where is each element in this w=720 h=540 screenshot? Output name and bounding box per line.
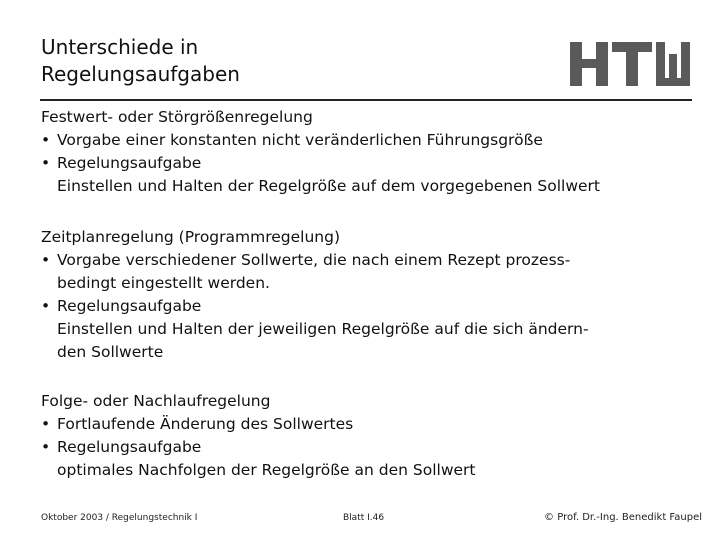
- htw-logo: [570, 42, 692, 86]
- bullet-icon: •: [41, 438, 51, 456]
- bullet-icon: •: [41, 154, 51, 172]
- section-heading: Folge- oder Nachlaufregelung: [41, 392, 271, 410]
- bullet-icon: •: [41, 131, 51, 149]
- list-item: [41, 295, 589, 318]
- item-text: Vorgabe verschiedener Sollwerte, die nach einem Rezept prozess-: [57, 251, 571, 269]
- footer-page-number: Blatt I.46: [343, 513, 385, 523]
- item-continuation: optimales Nachfolgen der Regelgröße an den Sollwert: [57, 461, 476, 479]
- footer-copyright: © Prof. Dr.-Ing. Benedikt Faupel: [544, 512, 702, 523]
- list-item: [41, 249, 589, 272]
- list-item: [41, 129, 600, 152]
- title-line-2: Regelungsaufgaben: [41, 62, 240, 86]
- section-festwertregelung: [41, 106, 600, 198]
- section-zeitplanregelung: [41, 226, 589, 364]
- item-continuation: Einstellen und Halten der jeweiligen Regelgröße auf die sich ändern-: [57, 320, 589, 338]
- slide-title: [41, 34, 240, 88]
- section-heading: Zeitplanregelung (Programmregelung): [41, 228, 340, 246]
- list-item: [41, 413, 475, 436]
- title-divider: [40, 99, 692, 101]
- item-text: Regelungsaufgabe: [57, 438, 202, 456]
- item-text: Vorgabe einer konstanten nicht veränderlichen Führungsgröße: [57, 131, 543, 149]
- list-item: [41, 152, 600, 175]
- item-text: Regelungsaufgabe: [57, 154, 202, 172]
- item-continuation: Einstellen und Halten der Regelgröße auf dem vorgegebenen Sollwert: [57, 177, 600, 195]
- section-heading: Festwert- oder Störgrößenregelung: [41, 108, 313, 126]
- list-item: [41, 436, 475, 459]
- title-line-1: Unterschiede in: [41, 35, 199, 59]
- footer-date-course: Oktober 2003 / Regelungstechnik I: [41, 513, 198, 523]
- bullet-icon: •: [41, 415, 51, 433]
- item-text: Fortlaufende Änderung des Sollwertes: [57, 415, 354, 433]
- item-text: Regelungsaufgabe: [57, 297, 202, 315]
- section-folgeregelung: [41, 390, 475, 482]
- item-continuation: den Sollwerte: [57, 343, 164, 361]
- bullet-icon: •: [41, 251, 51, 269]
- bullet-icon: •: [41, 297, 51, 315]
- item-continuation: bedingt eingestellt werden.: [57, 274, 270, 292]
